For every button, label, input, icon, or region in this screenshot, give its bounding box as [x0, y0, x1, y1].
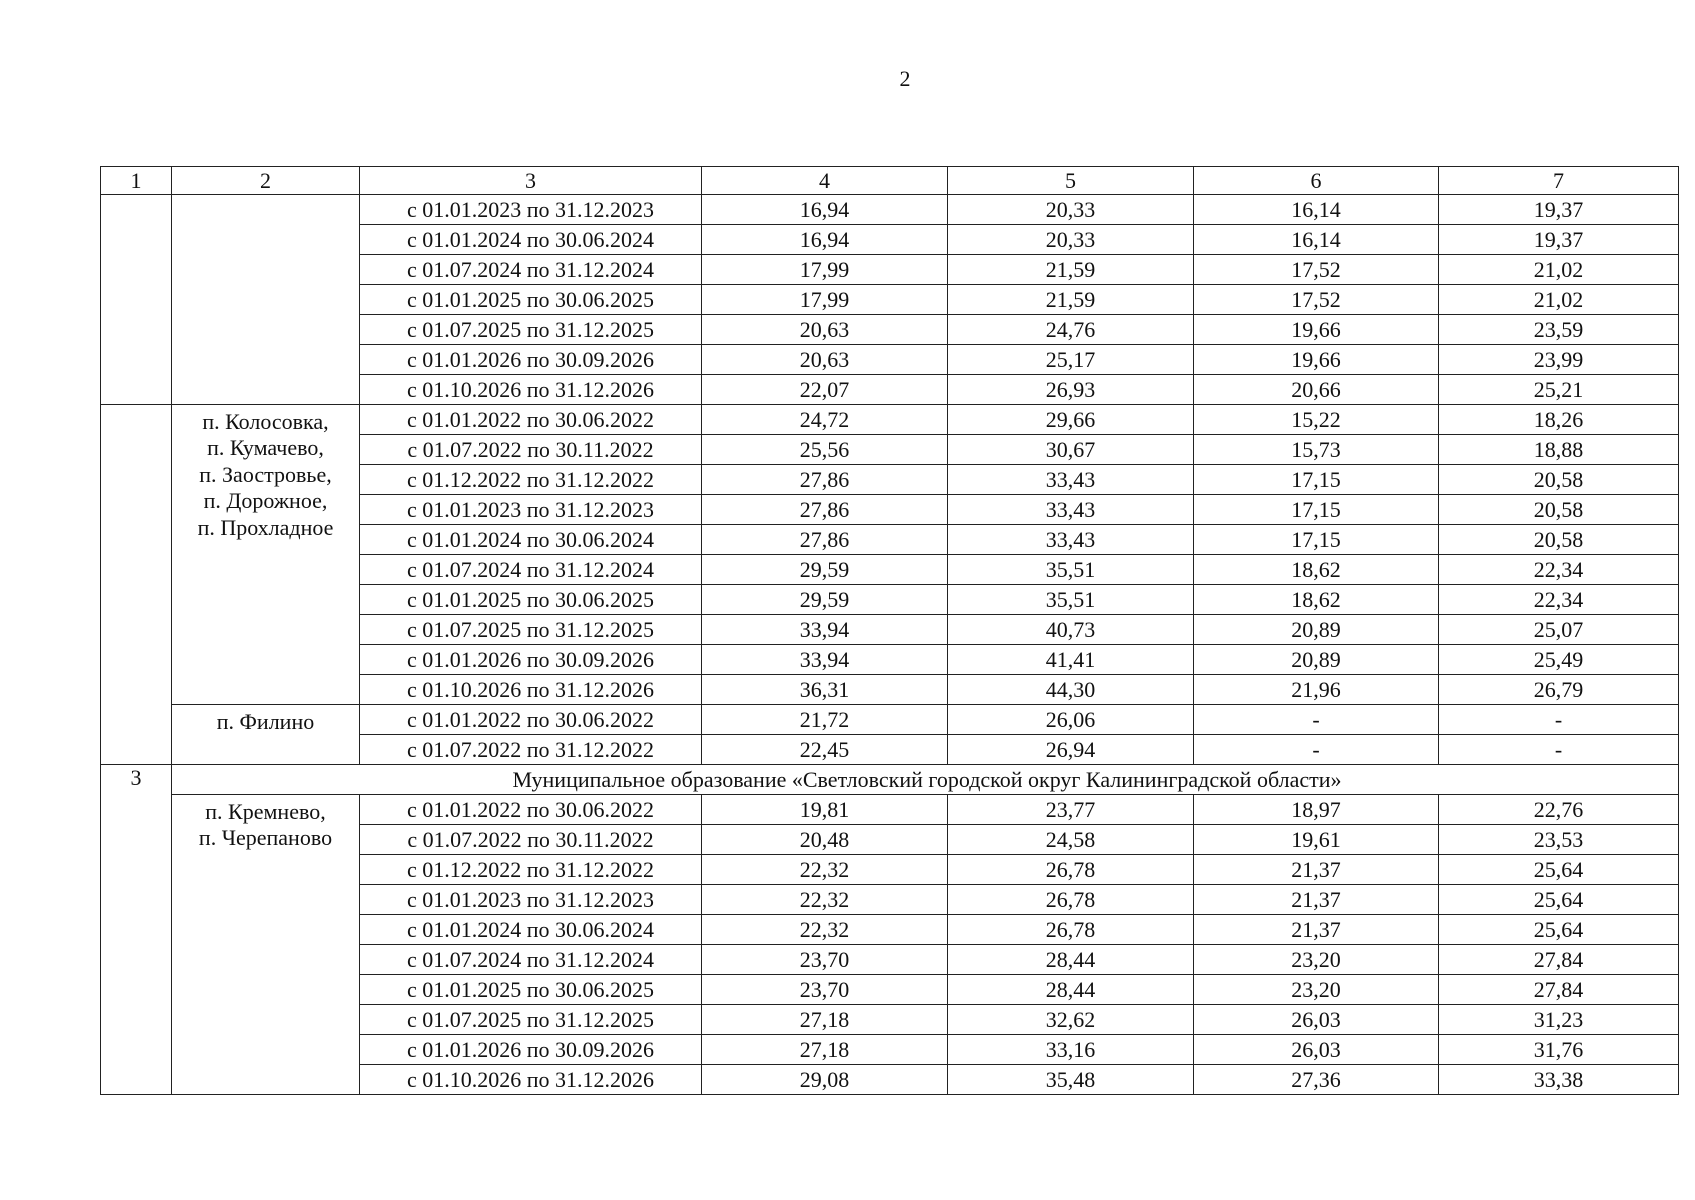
value-col4: 19,81 [702, 795, 948, 825]
value-col6: 21,37 [1194, 885, 1439, 915]
location-line: п. Заостровье, [199, 461, 332, 487]
number-cell [101, 405, 172, 765]
value-col4: 29,59 [702, 585, 948, 615]
period-cell: с 01.01.2024 по 30.06.2024 [360, 525, 702, 555]
period-cell: с 01.01.2023 по 31.12.2023 [360, 195, 702, 225]
value-col5: 21,59 [948, 285, 1194, 315]
value-col7: 23,53 [1439, 825, 1679, 855]
period-cell: с 01.07.2024 по 31.12.2024 [360, 255, 702, 285]
value-col7: 21,02 [1439, 285, 1679, 315]
number-cell [101, 195, 172, 405]
value-col4: 23,70 [702, 975, 948, 1005]
value-col5: 26,78 [948, 855, 1194, 885]
table-row [101, 705, 1679, 735]
value-col5: 21,59 [948, 255, 1194, 285]
value-col6: 27,36 [1194, 1065, 1439, 1095]
value-col6: 23,20 [1194, 945, 1439, 975]
value-col4: 17,99 [702, 255, 948, 285]
period-cell: с 01.01.2023 по 31.12.2023 [360, 885, 702, 915]
section-number: 3 [101, 765, 172, 1095]
period-cell: с 01.07.2022 по 30.11.2022 [360, 825, 702, 855]
value-col7: 22,34 [1439, 585, 1679, 615]
period-cell: с 01.01.2022 по 30.06.2022 [360, 405, 702, 435]
value-col6: - [1194, 705, 1439, 735]
location-cell [172, 405, 360, 705]
value-col7: 22,76 [1439, 795, 1679, 825]
period-cell: с 01.12.2022 по 31.12.2022 [360, 465, 702, 495]
value-col6: 18,62 [1194, 555, 1439, 585]
period-cell: с 01.01.2025 по 30.06.2025 [360, 975, 702, 1005]
value-col7: 25,07 [1439, 615, 1679, 645]
header-cell: 1 [101, 167, 172, 195]
value-col7: 20,58 [1439, 465, 1679, 495]
value-col5: 35,51 [948, 585, 1194, 615]
value-col5: 24,58 [948, 825, 1194, 855]
value-col5: 24,76 [948, 315, 1194, 345]
value-col4: 20,48 [702, 825, 948, 855]
value-col6: 21,96 [1194, 675, 1439, 705]
period-cell: с 01.07.2022 по 31.12.2022 [360, 735, 702, 765]
period-cell: с 01.07.2025 по 31.12.2025 [360, 615, 702, 645]
table-row [101, 405, 1679, 435]
header-cell: 5 [948, 167, 1194, 195]
location-cell [172, 195, 360, 405]
value-col4: 23,70 [702, 945, 948, 975]
value-col5: 33,43 [948, 465, 1194, 495]
value-col7: 25,49 [1439, 645, 1679, 675]
period-cell: с 01.07.2025 по 31.12.2025 [360, 315, 702, 345]
location-line: п. Кумачево, [207, 435, 324, 461]
value-col4: 20,63 [702, 345, 948, 375]
period-cell: с 01.12.2022 по 31.12.2022 [360, 855, 702, 885]
period-cell: с 01.01.2025 по 30.06.2025 [360, 585, 702, 615]
value-col4: 27,86 [702, 495, 948, 525]
value-col6: 21,37 [1194, 855, 1439, 885]
period-cell: с 01.01.2026 по 30.09.2026 [360, 1035, 702, 1065]
value-col7: 27,84 [1439, 945, 1679, 975]
value-col6: 26,03 [1194, 1005, 1439, 1035]
header-cell: 6 [1194, 167, 1439, 195]
tariff-table [100, 166, 1679, 1095]
header-cell: 3 [360, 167, 702, 195]
section-title: Муниципальное образование «Светловский городской округ Калининградской области» [172, 765, 1679, 795]
value-col6: 17,15 [1194, 525, 1439, 555]
value-col4: 22,32 [702, 915, 948, 945]
value-col7: 25,64 [1439, 915, 1679, 945]
location-line: п. Кремнево, [205, 799, 326, 824]
value-col4: 22,45 [702, 735, 948, 765]
location-line: п. Дорожное, [203, 488, 328, 514]
value-col5: 35,51 [948, 555, 1194, 585]
value-col5: 26,94 [948, 735, 1194, 765]
period-cell: с 01.07.2024 по 31.12.2024 [360, 555, 702, 585]
period-cell: с 01.01.2023 по 31.12.2023 [360, 495, 702, 525]
value-col6: 20,66 [1194, 375, 1439, 405]
value-col6: 18,62 [1194, 585, 1439, 615]
value-col5: 26,93 [948, 375, 1194, 405]
value-col7: - [1439, 705, 1679, 735]
period-cell: с 01.01.2024 по 30.06.2024 [360, 225, 702, 255]
header-cell: 4 [702, 167, 948, 195]
value-col4: 27,18 [702, 1035, 948, 1065]
value-col5: 26,78 [948, 915, 1194, 945]
value-col5: 20,33 [948, 225, 1194, 255]
value-col4: 25,56 [702, 435, 948, 465]
value-col5: 29,66 [948, 405, 1194, 435]
value-col4: 22,32 [702, 885, 948, 915]
value-col5: 28,44 [948, 945, 1194, 975]
value-col7: 25,21 [1439, 375, 1679, 405]
value-col5: 20,33 [948, 195, 1194, 225]
value-col5: 26,78 [948, 885, 1194, 915]
header-row [101, 167, 1679, 195]
header-cell: 2 [172, 167, 360, 195]
value-col6: 23,20 [1194, 975, 1439, 1005]
value-col7: 18,88 [1439, 435, 1679, 465]
value-col4: 21,72 [702, 705, 948, 735]
location-cell [172, 795, 360, 1095]
value-col5: 25,17 [948, 345, 1194, 375]
value-col4: 16,94 [702, 225, 948, 255]
value-col4: 24,72 [702, 405, 948, 435]
value-col7: 22,34 [1439, 555, 1679, 585]
value-col5: 28,44 [948, 975, 1194, 1005]
value-col7: 23,99 [1439, 345, 1679, 375]
value-col6: 17,52 [1194, 255, 1439, 285]
header-cell: 7 [1439, 167, 1679, 195]
value-col5: 32,62 [948, 1005, 1194, 1035]
value-col7: 31,76 [1439, 1035, 1679, 1065]
value-col6: 20,89 [1194, 615, 1439, 645]
period-cell: с 01.01.2022 по 30.06.2022 [360, 705, 702, 735]
value-col4: 33,94 [702, 615, 948, 645]
value-col5: 44,30 [948, 675, 1194, 705]
value-col7: 31,23 [1439, 1005, 1679, 1035]
period-cell: с 01.01.2025 по 30.06.2025 [360, 285, 702, 315]
value-col7: 25,64 [1439, 885, 1679, 915]
value-col7: 20,58 [1439, 495, 1679, 525]
value-col4: 36,31 [702, 675, 948, 705]
table-row [101, 195, 1679, 225]
value-col5: 35,48 [948, 1065, 1194, 1095]
value-col5: 33,43 [948, 495, 1194, 525]
value-col6: 15,73 [1194, 435, 1439, 465]
period-cell: с 01.01.2026 по 30.09.2026 [360, 345, 702, 375]
page-number: 2 [899, 66, 911, 91]
value-col7: 18,26 [1439, 405, 1679, 435]
value-col5: 26,06 [948, 705, 1194, 735]
value-col5: 41,41 [948, 645, 1194, 675]
period-cell: с 01.01.2026 по 30.09.2026 [360, 645, 702, 675]
value-col6: 19,61 [1194, 825, 1439, 855]
value-col7: 33,38 [1439, 1065, 1679, 1095]
value-col4: 20,63 [702, 315, 948, 345]
value-col4: 33,94 [702, 645, 948, 675]
value-col6: 18,97 [1194, 795, 1439, 825]
value-col6: 17,15 [1194, 495, 1439, 525]
value-col6: 19,66 [1194, 345, 1439, 375]
value-col4: 29,08 [702, 1065, 948, 1095]
value-col7: 26,79 [1439, 675, 1679, 705]
period-cell: с 01.10.2026 по 31.12.2026 [360, 1065, 702, 1095]
value-col4: 17,99 [702, 285, 948, 315]
location-line: п. Прохладное [197, 514, 334, 540]
value-col5: 23,77 [948, 795, 1194, 825]
value-col6: 16,14 [1194, 225, 1439, 255]
period-cell: с 01.01.2024 по 30.06.2024 [360, 915, 702, 945]
value-col5: 30,67 [948, 435, 1194, 465]
value-col5: 33,43 [948, 525, 1194, 555]
value-col6: 17,15 [1194, 465, 1439, 495]
location-line: п. Колосовка, [202, 409, 329, 434]
value-col4: 29,59 [702, 555, 948, 585]
period-cell: с 01.01.2022 по 30.06.2022 [360, 795, 702, 825]
value-col4: 27,86 [702, 465, 948, 495]
period-cell: с 01.10.2026 по 31.12.2026 [360, 375, 702, 405]
value-col4: 27,18 [702, 1005, 948, 1035]
value-col6: 15,22 [1194, 405, 1439, 435]
value-col6: 26,03 [1194, 1035, 1439, 1065]
value-col6: 16,14 [1194, 195, 1439, 225]
location-cell: п. Филино [172, 705, 360, 765]
location-line: п. Черепаново [198, 825, 333, 851]
value-col7: 20,58 [1439, 525, 1679, 555]
section-row [101, 765, 1679, 795]
value-col6: 19,66 [1194, 315, 1439, 345]
value-col7: 19,37 [1439, 195, 1679, 225]
value-col6: 20,89 [1194, 645, 1439, 675]
period-cell: с 01.10.2026 по 31.12.2026 [360, 675, 702, 705]
value-col7: - [1439, 735, 1679, 765]
value-col6: - [1194, 735, 1439, 765]
value-col7: 19,37 [1439, 225, 1679, 255]
value-col7: 21,02 [1439, 255, 1679, 285]
value-col5: 33,16 [948, 1035, 1194, 1065]
period-cell: с 01.07.2022 по 30.11.2022 [360, 435, 702, 465]
value-col6: 21,37 [1194, 915, 1439, 945]
value-col5: 40,73 [948, 615, 1194, 645]
value-col4: 22,32 [702, 855, 948, 885]
value-col7: 25,64 [1439, 855, 1679, 885]
value-col4: 22,07 [702, 375, 948, 405]
period-cell: с 01.07.2024 по 31.12.2024 [360, 945, 702, 975]
value-col7: 27,84 [1439, 975, 1679, 1005]
value-col6: 17,52 [1194, 285, 1439, 315]
value-col7: 23,59 [1439, 315, 1679, 345]
value-col4: 16,94 [702, 195, 948, 225]
period-cell: с 01.07.2025 по 31.12.2025 [360, 1005, 702, 1035]
value-col4: 27,86 [702, 525, 948, 555]
table-row [101, 795, 1679, 825]
